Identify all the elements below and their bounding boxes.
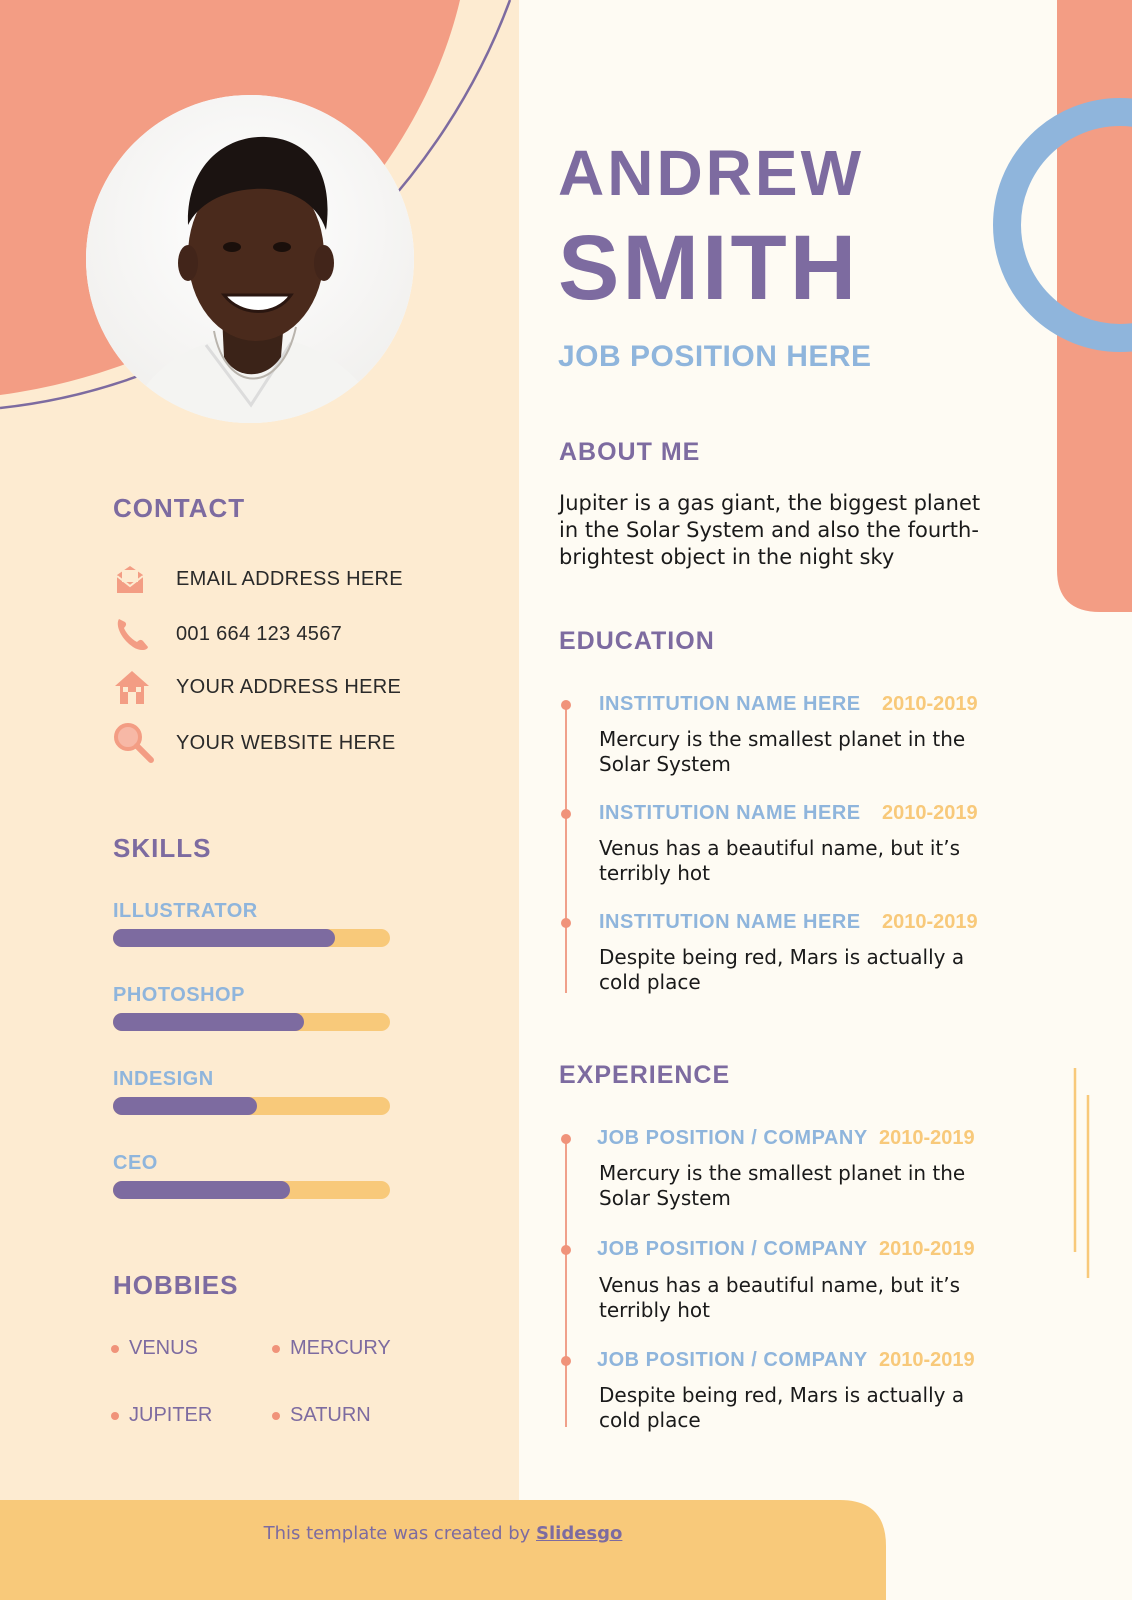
experience-heading: EXPERIENCE <box>559 1061 731 1089</box>
education-heading: EDUCATION <box>559 627 715 655</box>
education-title: INSTITUTION NAME HERE <box>599 802 861 824</box>
slidesgo-link[interactable]: Slidesgo <box>536 1523 623 1544</box>
skill-bar <box>113 929 390 947</box>
skill-label: ILLUSTRATOR <box>113 900 258 922</box>
skills-heading: SKILLS <box>113 833 212 863</box>
hobby-item <box>111 1404 212 1427</box>
contact-item-address <box>113 668 433 706</box>
experience-desc: Mercury is the smallest planet in the Solar System <box>599 1161 966 1210</box>
education-title: INSTITUTION NAME HERE <box>599 693 861 715</box>
education-date: 2010-2019 <box>882 802 978 824</box>
bullet-dot-icon <box>272 1345 280 1353</box>
contact-item-website <box>113 722 433 764</box>
experience-title: JOB POSITION / COMPANY <box>597 1127 868 1149</box>
education-date: 2010-2019 <box>882 911 978 933</box>
skill-label: CEO <box>113 1152 158 1174</box>
education-title: INSTITUTION NAME HERE <box>599 911 861 933</box>
timeline-dot <box>561 1356 571 1366</box>
skill-label: PHOTOSHOP <box>113 984 245 1006</box>
contact-item-email <box>113 562 433 596</box>
profile-photo <box>86 95 414 423</box>
hobby-label: VENUS <box>129 1337 198 1359</box>
experience-desc: Despite being red, Mars is actually a cold place <box>599 1383 965 1432</box>
footer-band <box>0 1500 886 1600</box>
contact-heading: CONTACT <box>113 493 246 523</box>
skill-bar-fill <box>113 1097 257 1115</box>
salmon-side-bar <box>1057 0 1132 612</box>
education-date: 2010-2019 <box>882 693 978 715</box>
timeline-dot <box>561 809 571 819</box>
timeline-dot <box>561 700 571 710</box>
about-heading: ABOUT ME <box>559 438 701 466</box>
experience-date: 2010-2019 <box>879 1127 975 1149</box>
hobby-item <box>272 1337 391 1360</box>
contact-address-text: YOUR ADDRESS HERE <box>176 676 402 698</box>
bullet-dot-icon <box>111 1412 119 1420</box>
timeline-dot <box>561 918 571 928</box>
job-title: JOB POSITION HERE <box>558 340 872 373</box>
hobby-label: MERCURY <box>290 1337 391 1359</box>
hobby-item <box>111 1337 198 1360</box>
education-desc: Venus has a beautiful name, but it’s terribly hot <box>599 836 961 885</box>
envelope-icon <box>113 562 147 596</box>
bullet-dot-icon <box>111 1345 119 1353</box>
skill-bar <box>113 1013 390 1031</box>
experience-date: 2010-2019 <box>879 1349 975 1371</box>
skill-bar <box>113 1181 390 1199</box>
experience-desc: Venus has a beautiful name, but it’s terribly hot <box>599 1273 961 1322</box>
experience-timeline-line <box>565 1137 567 1427</box>
hobby-item <box>272 1404 371 1427</box>
house-icon <box>113 668 151 706</box>
experience-date: 2010-2019 <box>879 1238 975 1260</box>
contact-email-text: EMAIL ADDRESS HERE <box>176 568 403 590</box>
skill-bar-fill <box>113 929 335 947</box>
education-timeline-line <box>565 703 567 993</box>
hobbies-heading: HOBBIES <box>113 1270 239 1300</box>
timeline-dot <box>561 1134 571 1144</box>
skill-bar-fill <box>113 1013 304 1031</box>
footer-credit <box>0 1523 886 1544</box>
education-desc: Mercury is the smallest planet in the Solar System <box>599 727 966 776</box>
footer-prefix: This template was created by <box>263 1523 537 1544</box>
contact-phone-text: 001 664 123 4567 <box>176 623 343 645</box>
contact-website-text: YOUR WEBSITE HERE <box>176 732 396 754</box>
bullet-dot-icon <box>272 1412 280 1420</box>
experience-title: JOB POSITION / COMPANY <box>597 1238 868 1260</box>
phone-icon <box>113 615 151 653</box>
name-first: ANDREW <box>558 137 864 209</box>
contact-item-phone <box>113 615 433 653</box>
hobby-label: JUPITER <box>129 1404 213 1426</box>
skill-bar-fill <box>113 1181 290 1199</box>
experience-title: JOB POSITION / COMPANY <box>597 1349 868 1371</box>
skill-label: INDESIGN <box>113 1068 214 1090</box>
about-text: Jupiter is a gas giant, the biggest planet in the Solar System and also the fourth-brightest object in the night sky <box>559 491 981 569</box>
name-last: SMITH <box>558 217 860 319</box>
magnifier-icon <box>113 722 155 764</box>
person-portrait-icon <box>86 95 414 423</box>
hobby-label: SATURN <box>290 1404 371 1426</box>
education-desc: Despite being red, Mars is actually a cold place <box>599 945 965 994</box>
timeline-dot <box>561 1245 571 1255</box>
skill-bar <box>113 1097 390 1115</box>
